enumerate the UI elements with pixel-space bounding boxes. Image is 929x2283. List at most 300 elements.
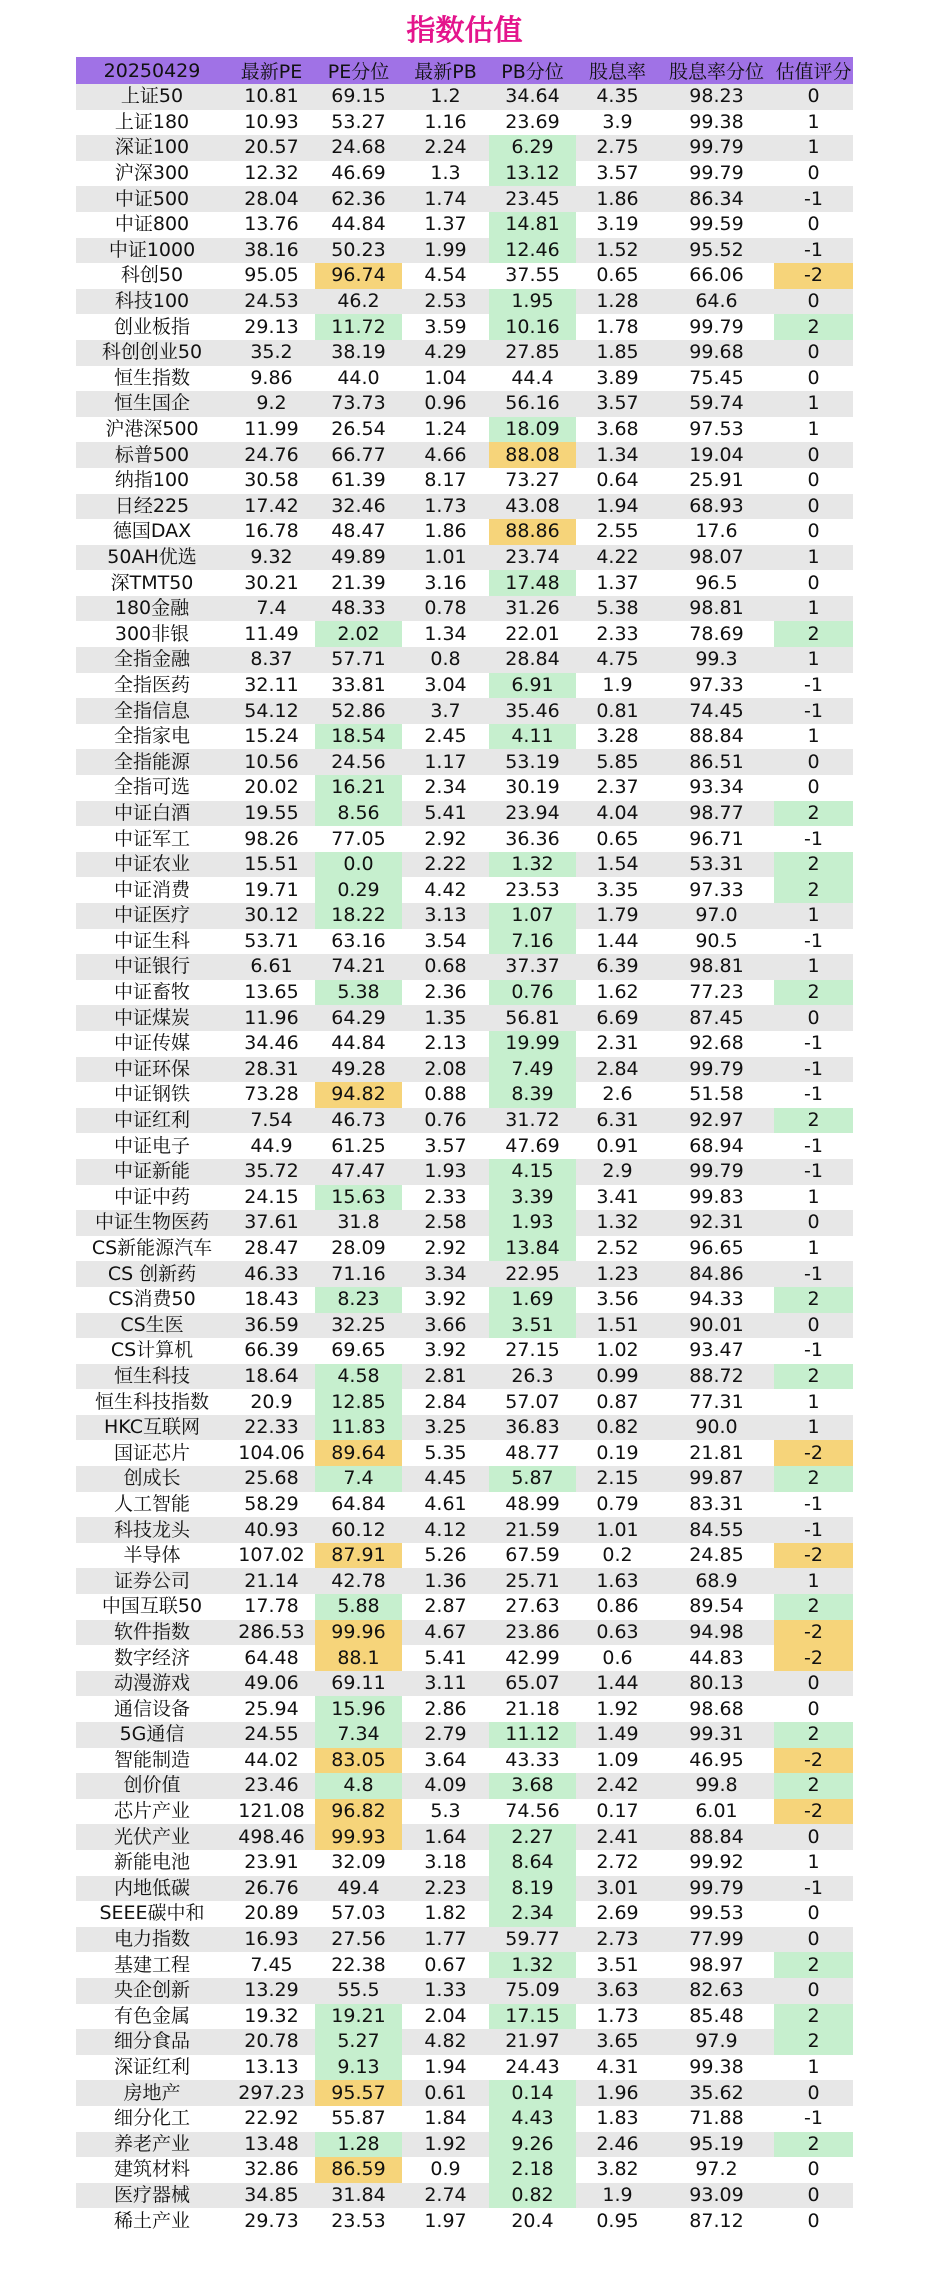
cell-valuation-score: -2 — [774, 1543, 853, 1569]
table-row — [76, 1313, 853, 1339]
cell-pb: 4.61 — [402, 1492, 489, 1518]
cell-dividend-percentile: 46.95 — [659, 1748, 774, 1774]
table-row — [76, 1799, 853, 1825]
cell-index-name: 全指信息 — [76, 698, 228, 724]
cell-index-name: 创业板指 — [76, 314, 228, 340]
cell-pb: 1.16 — [402, 110, 489, 136]
cell-dividend-percentile: 99.79 — [659, 1159, 774, 1185]
cell-pe-percentile: 11.83 — [315, 1415, 402, 1441]
table-row — [76, 2055, 853, 2081]
cell-pb: 3.59 — [402, 314, 489, 340]
cell-pb: 4.09 — [402, 1773, 489, 1799]
cell-valuation-score: 1 — [774, 903, 853, 929]
cell-valuation-score: 0 — [774, 1927, 853, 1953]
cell-dividend-yield: 3.63 — [576, 1978, 659, 2004]
cell-dividend-yield: 0.65 — [576, 826, 659, 852]
table-row — [76, 2106, 853, 2132]
cell-index-name: 数字经济 — [76, 1645, 228, 1671]
cell-pb: 0.76 — [402, 1108, 489, 1134]
cell-pe: 11.99 — [228, 417, 315, 443]
cell-pb-percentile: 10.16 — [489, 314, 576, 340]
cell-dividend-yield: 2.31 — [576, 1031, 659, 1057]
cell-dividend-yield: 3.19 — [576, 212, 659, 238]
cell-pe: 64.48 — [228, 1645, 315, 1671]
cell-index-name: 中证红利 — [76, 1108, 228, 1134]
cell-index-name: 基建工程 — [76, 1952, 228, 1978]
cell-pe: 9.86 — [228, 366, 315, 392]
cell-dividend-percentile: 35.62 — [659, 2080, 774, 2106]
cell-pb: 4.82 — [402, 2029, 489, 2055]
cell-pe: 23.46 — [228, 1773, 315, 1799]
cell-dividend-yield: 0.2 — [576, 1543, 659, 1569]
cell-pb: 2.58 — [402, 1210, 489, 1236]
cell-pe-percentile: 61.25 — [315, 1133, 402, 1159]
cell-pe-percentile: 57.03 — [315, 1901, 402, 1927]
cell-pb-percentile: 0.76 — [489, 980, 576, 1006]
cell-index-name: 中国互联50 — [76, 1594, 228, 1620]
cell-dividend-percentile: 97.33 — [659, 877, 774, 903]
cell-index-name: CS计算机 — [76, 1338, 228, 1364]
table-row — [76, 1082, 853, 1108]
cell-index-name: 养老产业 — [76, 2132, 228, 2158]
cell-dividend-yield: 2.33 — [576, 621, 659, 647]
cell-dividend-percentile: 66.06 — [659, 263, 774, 289]
cell-pe: 53.71 — [228, 929, 315, 955]
table-row — [76, 1108, 853, 1134]
cell-pe: 13.29 — [228, 1978, 315, 2004]
cell-valuation-score: 0 — [774, 289, 853, 315]
table-row — [76, 1236, 853, 1262]
cell-index-name: 恒生科技 — [76, 1364, 228, 1390]
cell-pb: 5.3 — [402, 1799, 489, 1825]
cell-pb-percentile: 67.59 — [489, 1543, 576, 1569]
cell-pe: 22.92 — [228, 2106, 315, 2132]
cell-pe: 7.45 — [228, 1952, 315, 1978]
cell-dividend-yield: 1.94 — [576, 494, 659, 520]
cell-pb: 1.36 — [402, 1568, 489, 1594]
cell-pb-percentile: 73.27 — [489, 468, 576, 494]
cell-dividend-percentile: 21.81 — [659, 1440, 774, 1466]
cell-pb-percentile: 1.07 — [489, 903, 576, 929]
table-row — [76, 1978, 853, 2004]
table-row — [76, 1466, 853, 1492]
cell-pe: 20.57 — [228, 135, 315, 161]
cell-pe-percentile: 24.68 — [315, 135, 402, 161]
table-row — [76, 1185, 853, 1211]
cell-index-name: 中证医疗 — [76, 903, 228, 929]
cell-index-name: 内地低碳 — [76, 1876, 228, 1902]
cell-pe: 20.89 — [228, 1901, 315, 1927]
table-row — [76, 673, 853, 699]
cell-index-name: 稀土产业 — [76, 2208, 228, 2234]
cell-dividend-percentile: 59.74 — [659, 391, 774, 417]
cell-pb: 3.66 — [402, 1313, 489, 1339]
cell-dividend-percentile: 98.81 — [659, 954, 774, 980]
cell-pb-percentile: 23.45 — [489, 186, 576, 212]
cell-pe: 44.02 — [228, 1748, 315, 1774]
cell-index-name: 日经225 — [76, 494, 228, 520]
cell-dividend-percentile: 96.65 — [659, 1236, 774, 1262]
cell-valuation-score: -1 — [774, 826, 853, 852]
cell-pb-percentile: 17.48 — [489, 570, 576, 596]
cell-index-name: 软件指数 — [76, 1620, 228, 1646]
cell-dividend-yield: 6.39 — [576, 954, 659, 980]
cell-dividend-percentile: 77.99 — [659, 1927, 774, 1953]
cell-pe: 21.14 — [228, 1568, 315, 1594]
cell-index-name: 中证中药 — [76, 1185, 228, 1211]
cell-valuation-score: -2 — [774, 1620, 853, 1646]
cell-dividend-percentile: 64.6 — [659, 289, 774, 315]
cell-dividend-percentile: 86.51 — [659, 749, 774, 775]
cell-valuation-score: -1 — [774, 238, 853, 264]
table-row — [76, 135, 853, 161]
cell-dividend-yield: 1.34 — [576, 442, 659, 468]
cell-valuation-score: 2 — [774, 621, 853, 647]
cell-dividend-percentile: 99.38 — [659, 2055, 774, 2081]
cell-pe: 58.29 — [228, 1492, 315, 1518]
table-row — [76, 110, 853, 136]
cell-dividend-yield: 2.73 — [576, 1927, 659, 1953]
table-row — [76, 442, 853, 468]
cell-pe: 10.56 — [228, 749, 315, 775]
cell-pe-percentile: 9.13 — [315, 2055, 402, 2081]
cell-dividend-percentile: 95.19 — [659, 2132, 774, 2158]
cell-pb: 2.92 — [402, 826, 489, 852]
cell-valuation-score: 1 — [774, 1850, 853, 1876]
cell-dividend-yield: 1.01 — [576, 1517, 659, 1543]
cell-dividend-percentile: 77.23 — [659, 980, 774, 1006]
cell-pe-percentile: 21.39 — [315, 570, 402, 596]
cell-pe-percentile: 24.56 — [315, 749, 402, 775]
cell-pe-percentile: 73.73 — [315, 391, 402, 417]
cell-pe: 46.33 — [228, 1261, 315, 1287]
cell-index-name: 全指可选 — [76, 775, 228, 801]
cell-pe: 25.94 — [228, 1696, 315, 1722]
header-valuation-score: 估值评分 — [774, 57, 853, 84]
header-dividend-yield: 股息率 — [576, 57, 659, 84]
cell-dividend-percentile: 87.12 — [659, 2208, 774, 2234]
cell-index-name: 中证畜牧 — [76, 980, 228, 1006]
table-row — [76, 545, 853, 571]
cell-valuation-score: 0 — [774, 775, 853, 801]
cell-pb-percentile: 0.14 — [489, 2080, 576, 2106]
cell-dividend-yield: 0.63 — [576, 1620, 659, 1646]
cell-dividend-yield: 1.23 — [576, 1261, 659, 1287]
table-row — [76, 2029, 853, 2055]
cell-dividend-yield: 3.57 — [576, 391, 659, 417]
cell-dividend-yield: 5.38 — [576, 596, 659, 622]
cell-pe-percentile: 46.69 — [315, 161, 402, 187]
cell-pe-percentile: 15.63 — [315, 1185, 402, 1211]
cell-valuation-score: -1 — [774, 698, 853, 724]
cell-dividend-yield: 3.28 — [576, 724, 659, 750]
cell-pb-percentile: 8.64 — [489, 1850, 576, 1876]
cell-pb: 3.11 — [402, 1671, 489, 1697]
cell-valuation-score: 0 — [774, 519, 853, 545]
cell-pb-percentile: 22.01 — [489, 621, 576, 647]
header-date: 20250429 — [76, 57, 228, 84]
cell-index-name: 深证100 — [76, 135, 228, 161]
table-row — [76, 749, 853, 775]
cell-dividend-percentile: 98.07 — [659, 545, 774, 571]
table-row — [76, 570, 853, 596]
cell-pb-percentile: 23.53 — [489, 877, 576, 903]
table-row — [76, 1057, 853, 1083]
cell-pb-percentile: 4.11 — [489, 724, 576, 750]
cell-dividend-yield: 3.57 — [576, 161, 659, 187]
cell-index-name: 科技龙头 — [76, 1517, 228, 1543]
header-pb: 最新PB — [402, 57, 489, 84]
table-row — [76, 1005, 853, 1031]
cell-pb: 1.35 — [402, 1005, 489, 1031]
cell-dividend-yield: 4.22 — [576, 545, 659, 571]
cell-pb-percentile: 65.07 — [489, 1671, 576, 1697]
cell-pe-percentile: 74.21 — [315, 954, 402, 980]
cell-pb: 1.01 — [402, 545, 489, 571]
cell-pe: 30.12 — [228, 903, 315, 929]
table-row — [76, 596, 853, 622]
cell-valuation-score: 0 — [774, 1696, 853, 1722]
cell-index-name: 5G通信 — [76, 1722, 228, 1748]
cell-pe: 7.4 — [228, 596, 315, 622]
cell-pe: 13.13 — [228, 2055, 315, 2081]
cell-pe: 11.96 — [228, 1005, 315, 1031]
cell-valuation-score: 1 — [774, 110, 853, 136]
cell-valuation-score: -1 — [774, 1338, 853, 1364]
cell-dividend-yield: 6.69 — [576, 1005, 659, 1031]
cell-pe: 37.61 — [228, 1210, 315, 1236]
cell-pe: 7.54 — [228, 1108, 315, 1134]
cell-pb-percentile: 23.94 — [489, 801, 576, 827]
cell-pe: 24.55 — [228, 1722, 315, 1748]
cell-index-name: 新能电池 — [76, 1850, 228, 1876]
cell-dividend-percentile: 53.31 — [659, 852, 774, 878]
cell-pe: 10.93 — [228, 110, 315, 136]
cell-pe: 32.86 — [228, 2157, 315, 2183]
table-body — [76, 84, 853, 2234]
cell-pb-percentile: 44.4 — [489, 366, 576, 392]
cell-valuation-score: 2 — [774, 1773, 853, 1799]
cell-dividend-yield: 3.9 — [576, 110, 659, 136]
cell-pb-percentile: 27.63 — [489, 1594, 576, 1620]
cell-dividend-percentile: 96.71 — [659, 826, 774, 852]
cell-pe: 19.55 — [228, 801, 315, 827]
cell-index-name: 智能制造 — [76, 1748, 228, 1774]
table-row — [76, 1671, 853, 1697]
cell-pe: 28.47 — [228, 1236, 315, 1262]
cell-dividend-yield: 3.82 — [576, 2157, 659, 2183]
table-row — [76, 1876, 853, 1902]
cell-valuation-score: 2 — [774, 1952, 853, 1978]
cell-index-name: SEEE碳中和 — [76, 1901, 228, 1927]
cell-valuation-score: 0 — [774, 1824, 853, 1850]
table-row — [76, 161, 853, 187]
cell-pb: 0.78 — [402, 596, 489, 622]
cell-pb: 3.34 — [402, 1261, 489, 1287]
cell-dividend-percentile: 85.48 — [659, 2004, 774, 2030]
cell-valuation-score: 2 — [774, 980, 853, 1006]
cell-pb: 1.93 — [402, 1159, 489, 1185]
cell-pe-percentile: 18.22 — [315, 903, 402, 929]
cell-pe-percentile: 63.16 — [315, 929, 402, 955]
cell-index-name: 电力指数 — [76, 1927, 228, 1953]
cell-pe-percentile: 66.77 — [315, 442, 402, 468]
cell-pb-percentile: 26.3 — [489, 1364, 576, 1390]
cell-dividend-yield: 0.17 — [576, 1799, 659, 1825]
cell-dividend-percentile: 99.68 — [659, 340, 774, 366]
cell-valuation-score: 0 — [774, 1313, 853, 1339]
cell-dividend-percentile: 77.31 — [659, 1389, 774, 1415]
cell-pb-percentile: 28.84 — [489, 647, 576, 673]
cell-dividend-yield: 2.69 — [576, 1901, 659, 1927]
cell-pb: 1.33 — [402, 1978, 489, 2004]
cell-pb-percentile: 36.36 — [489, 826, 576, 852]
cell-pe: 30.58 — [228, 468, 315, 494]
cell-valuation-score: 0 — [774, 749, 853, 775]
cell-pb-percentile: 21.18 — [489, 1696, 576, 1722]
cell-pe: 40.93 — [228, 1517, 315, 1543]
table-row — [76, 2080, 853, 2106]
cell-pe-percentile: 62.36 — [315, 186, 402, 212]
cell-pb: 2.04 — [402, 2004, 489, 2030]
cell-pb: 5.41 — [402, 801, 489, 827]
table-row — [76, 186, 853, 212]
cell-pb: 2.81 — [402, 1364, 489, 1390]
cell-valuation-score: 1 — [774, 2055, 853, 2081]
cell-dividend-percentile: 80.13 — [659, 1671, 774, 1697]
cell-pe: 19.32 — [228, 2004, 315, 2030]
cell-pb-percentile: 4.43 — [489, 2106, 576, 2132]
cell-pb: 3.92 — [402, 1338, 489, 1364]
cell-index-name: 沪深300 — [76, 161, 228, 187]
cell-pb-percentile: 9.26 — [489, 2132, 576, 2158]
cell-index-name: 中证生科 — [76, 929, 228, 955]
cell-index-name: CS生医 — [76, 1313, 228, 1339]
cell-dividend-yield: 2.84 — [576, 1057, 659, 1083]
table-row — [76, 1389, 853, 1415]
table-row — [76, 468, 853, 494]
cell-valuation-score: 0 — [774, 212, 853, 238]
cell-dividend-yield: 1.51 — [576, 1313, 659, 1339]
cell-valuation-score: 0 — [774, 366, 853, 392]
cell-pe-percentile: 48.47 — [315, 519, 402, 545]
table-row — [76, 1901, 853, 1927]
cell-pe-percentile: 52.86 — [315, 698, 402, 724]
cell-dividend-yield: 1.09 — [576, 1748, 659, 1774]
cell-dividend-yield: 3.65 — [576, 2029, 659, 2055]
cell-index-name: 深证红利 — [76, 2055, 228, 2081]
cell-dividend-percentile: 92.97 — [659, 1108, 774, 1134]
cell-dividend-percentile: 97.2 — [659, 2157, 774, 2183]
cell-valuation-score: 0 — [774, 84, 853, 110]
cell-pb: 3.18 — [402, 1850, 489, 1876]
cell-valuation-score: 1 — [774, 1185, 853, 1211]
cell-valuation-score: 0 — [774, 1671, 853, 1697]
cell-valuation-score: -1 — [774, 1492, 853, 1518]
cell-pb: 1.99 — [402, 238, 489, 264]
table-row — [76, 1415, 853, 1441]
cell-pb-percentile: 21.59 — [489, 1517, 576, 1543]
cell-pe-percentile: 32.09 — [315, 1850, 402, 1876]
cell-pe: 34.85 — [228, 2183, 315, 2209]
cell-dividend-percentile: 71.88 — [659, 2106, 774, 2132]
table-row — [76, 1594, 853, 1620]
table-row — [76, 1364, 853, 1390]
cell-index-name: 50AH优选 — [76, 545, 228, 571]
cell-pb: 2.22 — [402, 852, 489, 878]
table-row — [76, 238, 853, 264]
cell-pb-percentile: 88.86 — [489, 519, 576, 545]
cell-valuation-score: 0 — [774, 570, 853, 596]
cell-pb: 4.67 — [402, 1620, 489, 1646]
page-title: 指数估值 — [406, 13, 523, 47]
cell-index-name: 中证传媒 — [76, 1031, 228, 1057]
cell-index-name: 中证煤炭 — [76, 1005, 228, 1031]
cell-pe-percentile: 88.1 — [315, 1645, 402, 1671]
cell-pb: 2.36 — [402, 980, 489, 1006]
cell-index-name: 恒生科技指数 — [76, 1389, 228, 1415]
cell-dividend-yield: 1.85 — [576, 340, 659, 366]
cell-index-name: CS 创新药 — [76, 1261, 228, 1287]
cell-pb-percentile: 14.81 — [489, 212, 576, 238]
cell-pe-percentile: 7.4 — [315, 1466, 402, 1492]
table-row — [76, 980, 853, 1006]
cell-dividend-percentile: 93.47 — [659, 1338, 774, 1364]
cell-pe: 49.06 — [228, 1671, 315, 1697]
cell-index-name: CS消费50 — [76, 1287, 228, 1313]
cell-index-name: 中证钢铁 — [76, 1082, 228, 1108]
cell-valuation-score: 2 — [774, 1466, 853, 1492]
cell-dividend-percentile: 78.69 — [659, 621, 774, 647]
cell-pe-percentile: 11.72 — [315, 314, 402, 340]
cell-pb-percentile: 24.43 — [489, 2055, 576, 2081]
cell-dividend-percentile: 99.79 — [659, 161, 774, 187]
cell-valuation-score: -1 — [774, 673, 853, 699]
cell-pb-percentile: 1.32 — [489, 852, 576, 878]
cell-pe-percentile: 55.5 — [315, 1978, 402, 2004]
cell-dividend-percentile: 98.77 — [659, 801, 774, 827]
cell-valuation-score: 0 — [774, 2183, 853, 2209]
cell-pb-percentile: 6.91 — [489, 673, 576, 699]
cell-pe-percentile: 69.65 — [315, 1338, 402, 1364]
cell-pb: 5.35 — [402, 1440, 489, 1466]
cell-pb: 2.13 — [402, 1031, 489, 1057]
table-row — [76, 647, 853, 673]
cell-dividend-yield: 2.15 — [576, 1466, 659, 1492]
cell-pe: 24.15 — [228, 1185, 315, 1211]
cell-valuation-score: 0 — [774, 2080, 853, 2106]
cell-dividend-percentile: 24.85 — [659, 1543, 774, 1569]
cell-pb-percentile: 22.95 — [489, 1261, 576, 1287]
cell-pb-percentile: 8.19 — [489, 1876, 576, 1902]
cell-dividend-yield: 1.32 — [576, 1210, 659, 1236]
cell-dividend-yield: 3.35 — [576, 877, 659, 903]
cell-pe: 12.32 — [228, 161, 315, 187]
cell-valuation-score: -2 — [774, 1748, 853, 1774]
table-row — [76, 2183, 853, 2209]
cell-index-name: 中证环保 — [76, 1057, 228, 1083]
cell-pe: 95.05 — [228, 263, 315, 289]
cell-dividend-percentile: 84.86 — [659, 1261, 774, 1287]
cell-dividend-yield: 2.75 — [576, 135, 659, 161]
cell-dividend-yield: 1.73 — [576, 2004, 659, 2030]
cell-valuation-score: 1 — [774, 954, 853, 980]
cell-pb: 2.45 — [402, 724, 489, 750]
cell-pe: 297.23 — [228, 2080, 315, 2106]
cell-pb-percentile: 21.97 — [489, 2029, 576, 2055]
cell-pb-percentile: 57.07 — [489, 1389, 576, 1415]
cell-pb: 4.54 — [402, 263, 489, 289]
